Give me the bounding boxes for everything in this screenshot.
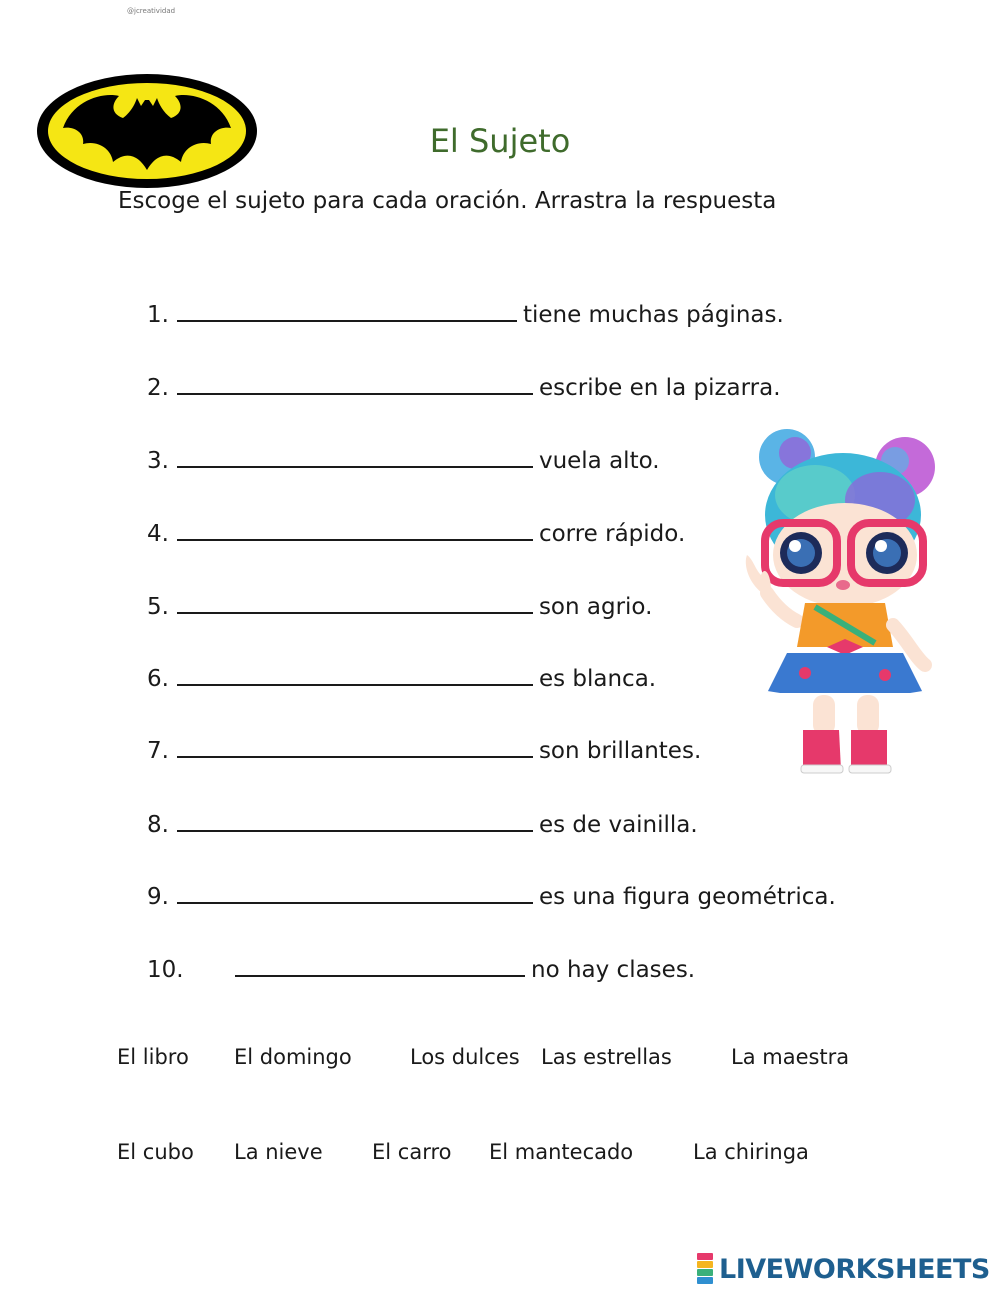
question-number: 7. <box>147 738 169 764</box>
question-row <box>147 517 685 547</box>
question-text: es una figura geométrica. <box>538 884 836 910</box>
word-bank-item[interactable]: El carro <box>372 1140 452 1164</box>
question-text: vuela alto. <box>538 448 660 474</box>
liveworksheets-mark-icon <box>697 1253 715 1285</box>
word-bank-item[interactable]: Las estrellas <box>541 1045 672 1069</box>
question-number: 2. <box>147 375 169 401</box>
question-text: es blanca. <box>538 666 657 692</box>
word-bank-item[interactable]: La maestra <box>731 1045 850 1069</box>
brand-name: LIVEWORKSHEETS <box>719 1253 990 1285</box>
answer-drop-zone[interactable] <box>177 880 533 904</box>
question-row <box>147 734 701 764</box>
question-text: escribe en la pizarra. <box>538 375 781 401</box>
liveworksheets-logo <box>697 1252 990 1286</box>
question-text: es de vainilla. <box>538 812 698 838</box>
question-number: 8. <box>147 812 169 838</box>
question-number: 10. <box>147 957 184 983</box>
instructions: Escoge el sujeto para cada oración. Arrastra la respuesta <box>118 188 777 214</box>
answer-drop-zone[interactable] <box>235 953 525 977</box>
question-number: 9. <box>147 884 169 910</box>
page-title: El Sujeto <box>429 122 571 160</box>
word-bank-item[interactable]: La nieve <box>234 1140 323 1164</box>
question-text: no hay clases. <box>531 957 696 983</box>
word-bank-item[interactable]: El domingo <box>234 1045 352 1069</box>
question-text: tiene muchas páginas. <box>522 302 784 328</box>
question-row <box>147 444 660 474</box>
question-row <box>147 298 784 328</box>
question-row <box>147 590 652 620</box>
question-row <box>147 662 656 692</box>
word-bank-item[interactable]: El cubo <box>117 1140 194 1164</box>
word-bank-item[interactable]: Los dulces <box>410 1045 520 1069</box>
question-number: 6. <box>147 666 169 692</box>
word-bank-item[interactable]: La chiringa <box>693 1140 809 1164</box>
question-row <box>147 371 781 401</box>
question-row <box>147 808 698 838</box>
question-text: son agrio. <box>538 594 653 620</box>
answer-drop-zone[interactable] <box>177 371 533 395</box>
question-text: corre rápido. <box>538 521 686 547</box>
answer-drop-zone[interactable] <box>177 517 533 541</box>
answer-drop-zone[interactable] <box>177 298 517 322</box>
question-number: 3. <box>147 448 169 474</box>
answer-drop-zone[interactable] <box>177 590 533 614</box>
credit-text: @jcreatividad <box>127 7 176 15</box>
question-row <box>147 880 836 910</box>
question-number: 5. <box>147 594 169 620</box>
answer-drop-zone[interactable] <box>177 444 533 468</box>
word-bank-item[interactable]: El mantecado <box>489 1140 634 1164</box>
question-row <box>147 953 695 983</box>
doll-illustration <box>735 425 950 780</box>
question-number: 4. <box>147 521 169 547</box>
answer-drop-zone[interactable] <box>177 662 533 686</box>
answer-drop-zone[interactable] <box>177 734 533 758</box>
question-number: 1. <box>147 302 169 328</box>
question-text: son brillantes. <box>538 738 702 764</box>
word-bank-item[interactable]: El libro <box>117 1045 189 1069</box>
answer-drop-zone[interactable] <box>177 808 533 832</box>
